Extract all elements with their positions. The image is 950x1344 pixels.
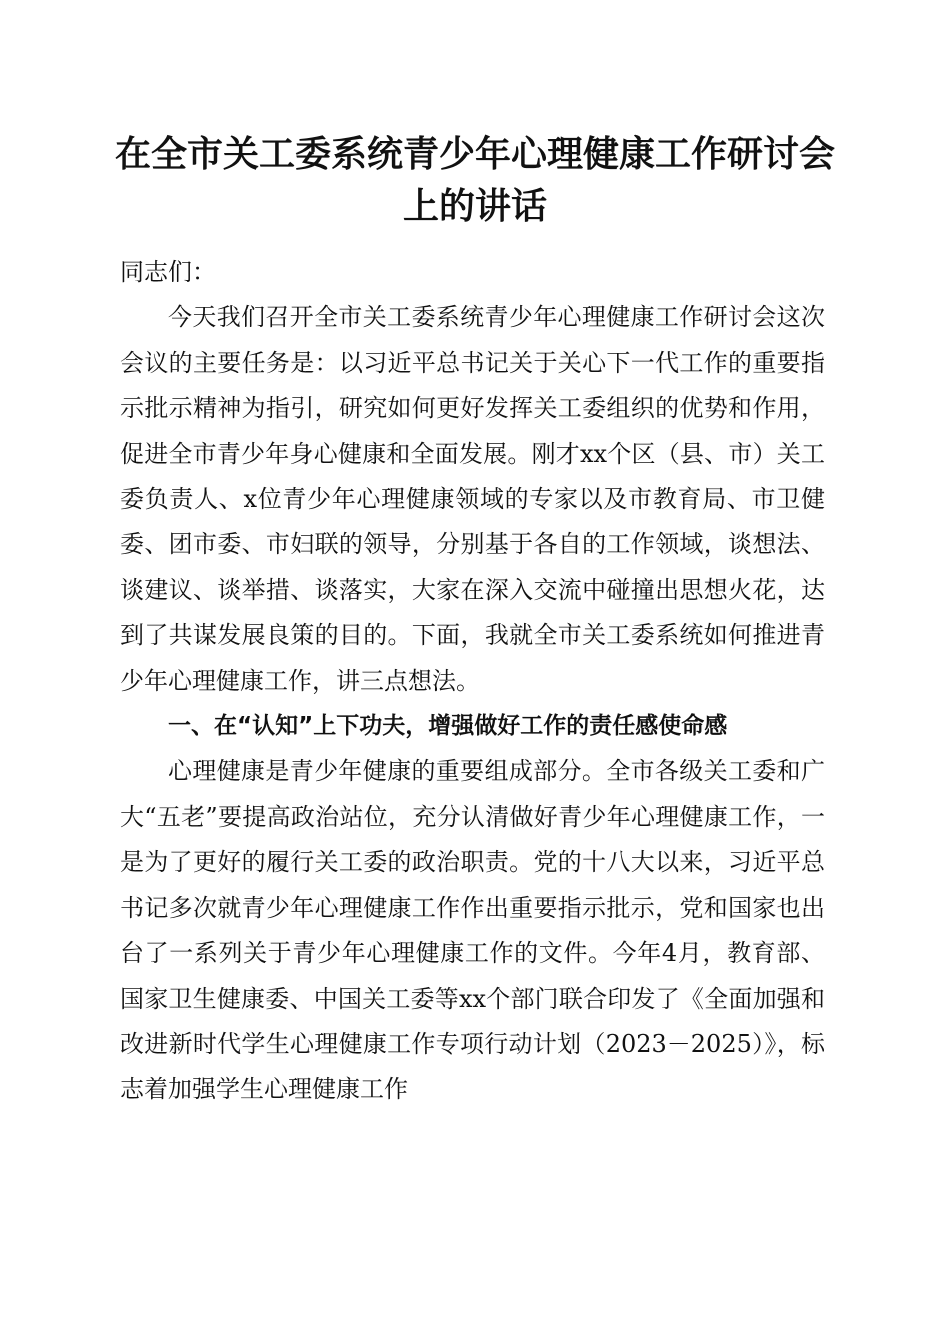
document-title: [100, 128, 850, 232]
title-line-2: 上的讲话: [402, 185, 547, 227]
paragraph-section-1: 心理健康是青少年健康的重要组成部分。全市各级关工委和广大“五老”要提高政治站位，充分认清做好青少年心理健康工作，一是为了更好的履行关工委的政治职责。党的十八大以来，习近平总书记多次就青少年心理健康工作作出重要指示批示，党和国家也出台了一系列关于青少年心理健康工作的文件。今年4月，教育部、国家卫生健康委、中国关工委等xx个部门联合印发了《全面加强和改进新时代学生心理健康工作专项行动计划（2023－2025）》，标志着加强学生心理健康工作: [120, 757, 825, 1104]
salutation: 同志们：: [120, 258, 216, 286]
paragraph-intro: 今天我们召开全市关工委系统青少年心理健康工作研讨会这次会议的主要任务是：以习近平总书记关于关心下一代工作的重要指示批示精神为指引，研究如何更好发挥关工委组织的优势和作用，促进全市青少年身心健康和全面发展。刚才xx个区（县、市）关工委负责人、x位青少年心理健康领域的专家以及市教育局、市卫健委、团市委、市妇联的领导，分别基于各自的工作领域，谈想法、谈建议、谈举措、谈落实，大家在深入交流中碰撞出思想火花，达到了共谋发展良策的目的。下面，我就全市关工委系统如何推进青少年心理健康工作，讲三点想法。: [120, 303, 825, 695]
title-line-1: 在全市关工委系统青少年心理健康工作研讨会: [114, 133, 835, 175]
section-heading-1: 一、在“认知”上下功夫，增强做好工作的责任感使命感: [168, 713, 728, 740]
document-body: [120, 250, 825, 1113]
